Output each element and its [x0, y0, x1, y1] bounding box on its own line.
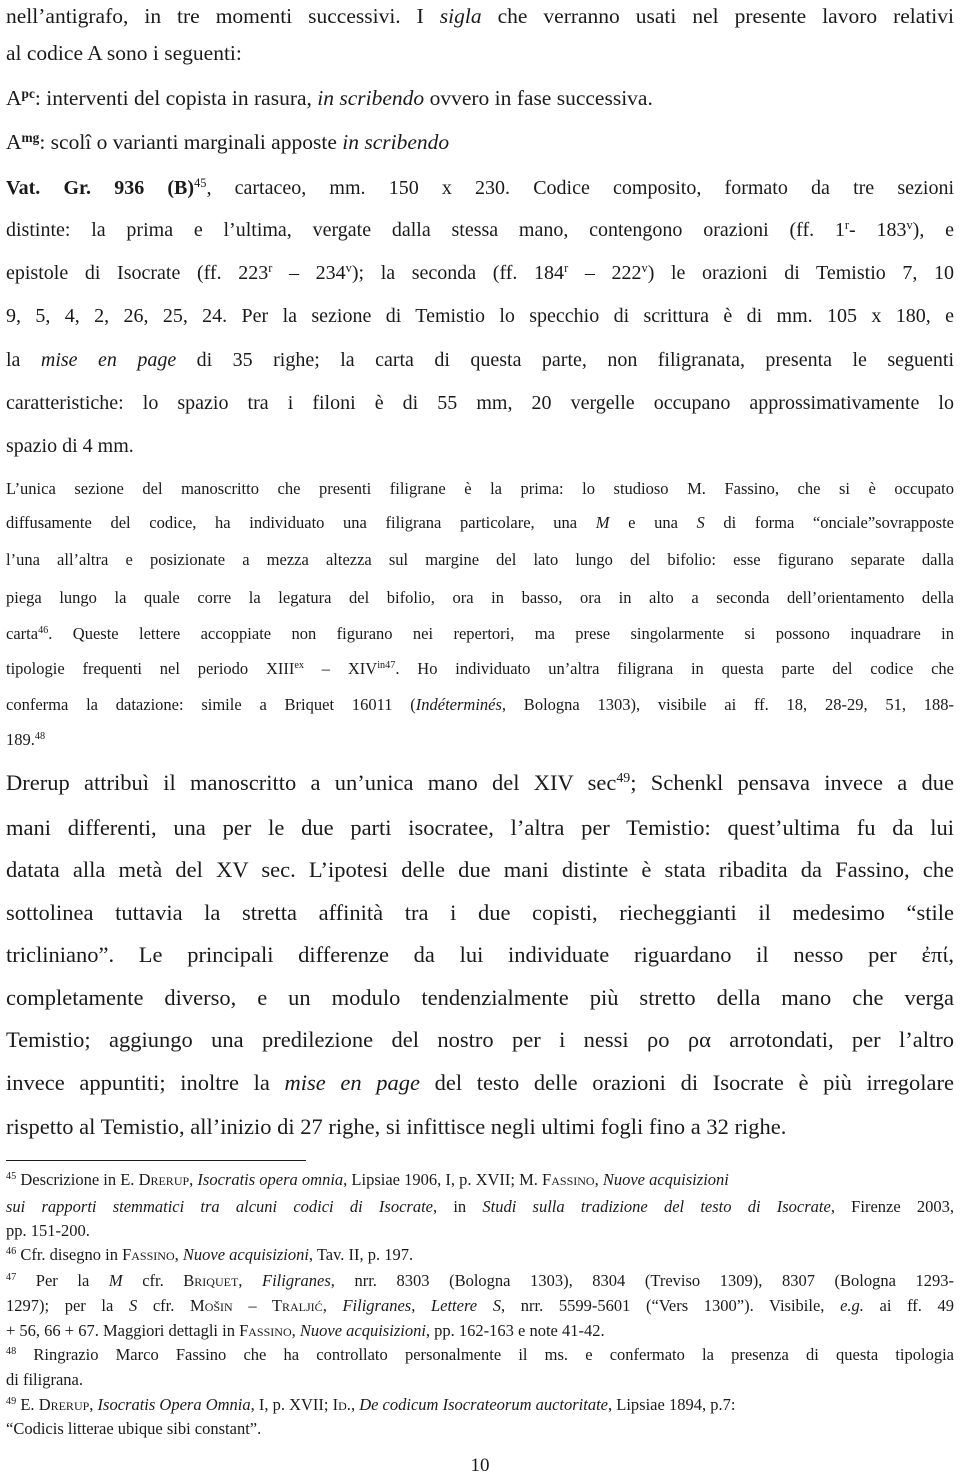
filigree-line-3: l’una all’altra e posizionate a mezza altezza sul margine del lato lungo del bifolio: esse figurano separate dalla	[6, 550, 954, 569]
footnote-48-line-2: di filigrana.	[6, 1370, 83, 1389]
codex-line-5: la mise en page di 35 righe; la carta di questa parte, non filigranata, presenta le seguenti	[6, 349, 954, 371]
intro-line-2: al codice A sono i seguenti:	[6, 41, 242, 65]
drerup-line-2: mani differenti, una per le due parti isocratee, l’altra per Temistio: quest’ultima fu da lui	[6, 815, 954, 840]
drerup-line-8: invece appuntiti; inoltre la mise en page del testo delle orazioni di Isocrate è più irregolare	[6, 1070, 954, 1095]
codex-line-7: spazio di 4 mm.	[6, 435, 134, 457]
drerup-line-9: rispetto al Temistio, all’inizio di 27 righe, si infittisce negli ultimi fogli fino a 32 righe.	[6, 1114, 787, 1139]
footnote-47-line-3: + 56, 66 + 67. Maggiori dettagli in Fassino, Nuove acquisizioni, pp. 162-163 e note 41-42.	[6, 1321, 605, 1340]
footnote-45-line-3: pp. 151-200.	[6, 1221, 90, 1240]
drerup-line-5: tricliniano”. Le principali differenze da lui individuate riguardano il nesso per ἐπί,	[6, 942, 954, 967]
footnote-49-line-2: “Codicis litterae ubique sibi constant”.	[6, 1419, 262, 1438]
filigree-line-6: tipologie frequenti nel periodo $XIII^{ex} - XIV^{in47}$. Ho individuato un’altra filigrana in questa parte del codice che	[6, 659, 955, 678]
intro-line-1: nell’antigrafo, in tre momenti successivi. I sigla che verranno usati nel presente lavoro relativi	[6, 4, 954, 28]
filigree-line-1: L’unica sezione del manoscritto che presenti filigrane è la prima: lo studioso M. Fassino, che si è occupato	[6, 479, 954, 498]
footnote-separator	[6, 1160, 306, 1161]
codex-title: Vat. Gr. 936 (B)	[6, 177, 195, 199]
filigree-line-2: diffusamente del codice, ha individuato una filigrana particolare, una M e una S di forma “onciale”sovrapposte	[6, 513, 954, 532]
codex-line-1: Vat. Gr. 936 $(B)^{45}$, cartaceo, mm. 150 x 230. Codice composito, formato da tre sezioni	[6, 176, 954, 199]
drerup-line-4: sottolinea tuttavia la stretta affinità tra i due copisti, riecheggianti il medesimo “stile	[6, 900, 954, 925]
drerup-line-1: Drerup attribuì il manoscritto a un’unica mano del XIV $\sec^{49}$; Schenkl pensava invece a due	[6, 770, 954, 795]
footnote-45: $^{45}$ Descrizione in E. Drerup, Isocratis opera omnia, Lipsiae 1906, I, p. XVII; M. Fassino, Nuove acquisizioni	[6, 1170, 729, 1189]
siglum-amg: $A^{mg}$: scolî o varianti marginali apposte in scribendo	[6, 129, 450, 154]
footnote-45-line-2: sui rapporti stemmatici tra alcuni codici di Isocrate, in Studi sulla tradizione del testo di Isocrate, Firenze 2003,	[6, 1197, 955, 1216]
footnote-47: $^{47}$ Per la M cfr. Briquet, Filigranes, nrr. 8303 (Bologna 1303), 8304 (Treviso 1309), 8307 (Bologna 1293-	[6, 1271, 955, 1290]
codex-line-6: caratteristiche: lo spazio tra i filoni è di 55 mm, 20 vergelle occupano approssimativamente lo	[6, 392, 954, 414]
codex-line-4: 9, 5, 4, 2, 26, 25, 24. Per la sezione di Temistio lo specchio di scrittura è di mm. 105 x 180, e	[6, 305, 954, 327]
footnote-ref-45: 45	[194, 176, 207, 191]
page-number: 10	[470, 1455, 490, 1476]
filigree-line-7: conferma la datazione: simile a Briquet 16011 (Indéterminés, Bologna 1303), visibile ai ff. 18, 28-29, 51, 188-	[6, 695, 955, 714]
drerup-line-7: Temistio; aggiungo una predilezione del nostro per i nessi ρο ρα arrotondati, per l’altro	[6, 1027, 954, 1052]
filigree-line-5: carta$^{46}$. Queste lettere accoppiate non figurano nei repertori, ma prese singolarmente si possono inquadrare in	[6, 624, 954, 643]
footnote-46: $^{46}$ Cfr. disegno in Fassino, Nuove acquisizioni, Tav. II, p. 197.	[6, 1245, 414, 1264]
footnote-48: $^{48}$ Ringrazio Marco Fassino che ha controllato personalmente il ms. e confermato la presenza di questa tipologia	[6, 1345, 954, 1364]
codex-line-3: epistole di Isocrate (ff. 223$^r$ – 234$^v$); la seconda (ff. 184$^r$ – 222$^v$) le orazioni di Temistio 7, 10	[6, 261, 955, 284]
footnote-47-line-2: 1297); per la S cfr. Mošin – Traljić, Filigranes, Lettere S, nrr. 5599-5601 (“Vers 1300”). Visibile, e.g. ai ff. 49	[6, 1296, 955, 1315]
footnote-49: $^{49}$ E. Drerup, Isocratis Opera Omnia, I, p. XVII; Id., De codicum Isocrateorum auctoritate, Lipsiae 1894, p.7:	[6, 1395, 736, 1414]
siglum-apc: $A^{pc}$: interventi del copista in rasura, in scribendo ovvero in fase successiva.	[6, 85, 653, 110]
filigree-line-4: piega lungo la quale corre la legatura del bifolio, ora in basso, ora in alto a seconda dell’orientamento della	[6, 588, 954, 607]
filigree-line-8: 189.48	[6, 730, 46, 749]
drerup-line-6: completamente diverso, e un modulo tendenzialmente più stretto della mano che verga	[6, 985, 954, 1010]
drerup-line-3: datata alla metà del XV sec. L’ipotesi delle due mani distinte è stata ribadita da Fassino, che	[6, 857, 954, 882]
codex-line-2: distinte: la prima e l’ultima, vergate dalla stessa mano, contengono orazioni (ff. 1$^r$- 183$^v$), e	[6, 218, 954, 241]
